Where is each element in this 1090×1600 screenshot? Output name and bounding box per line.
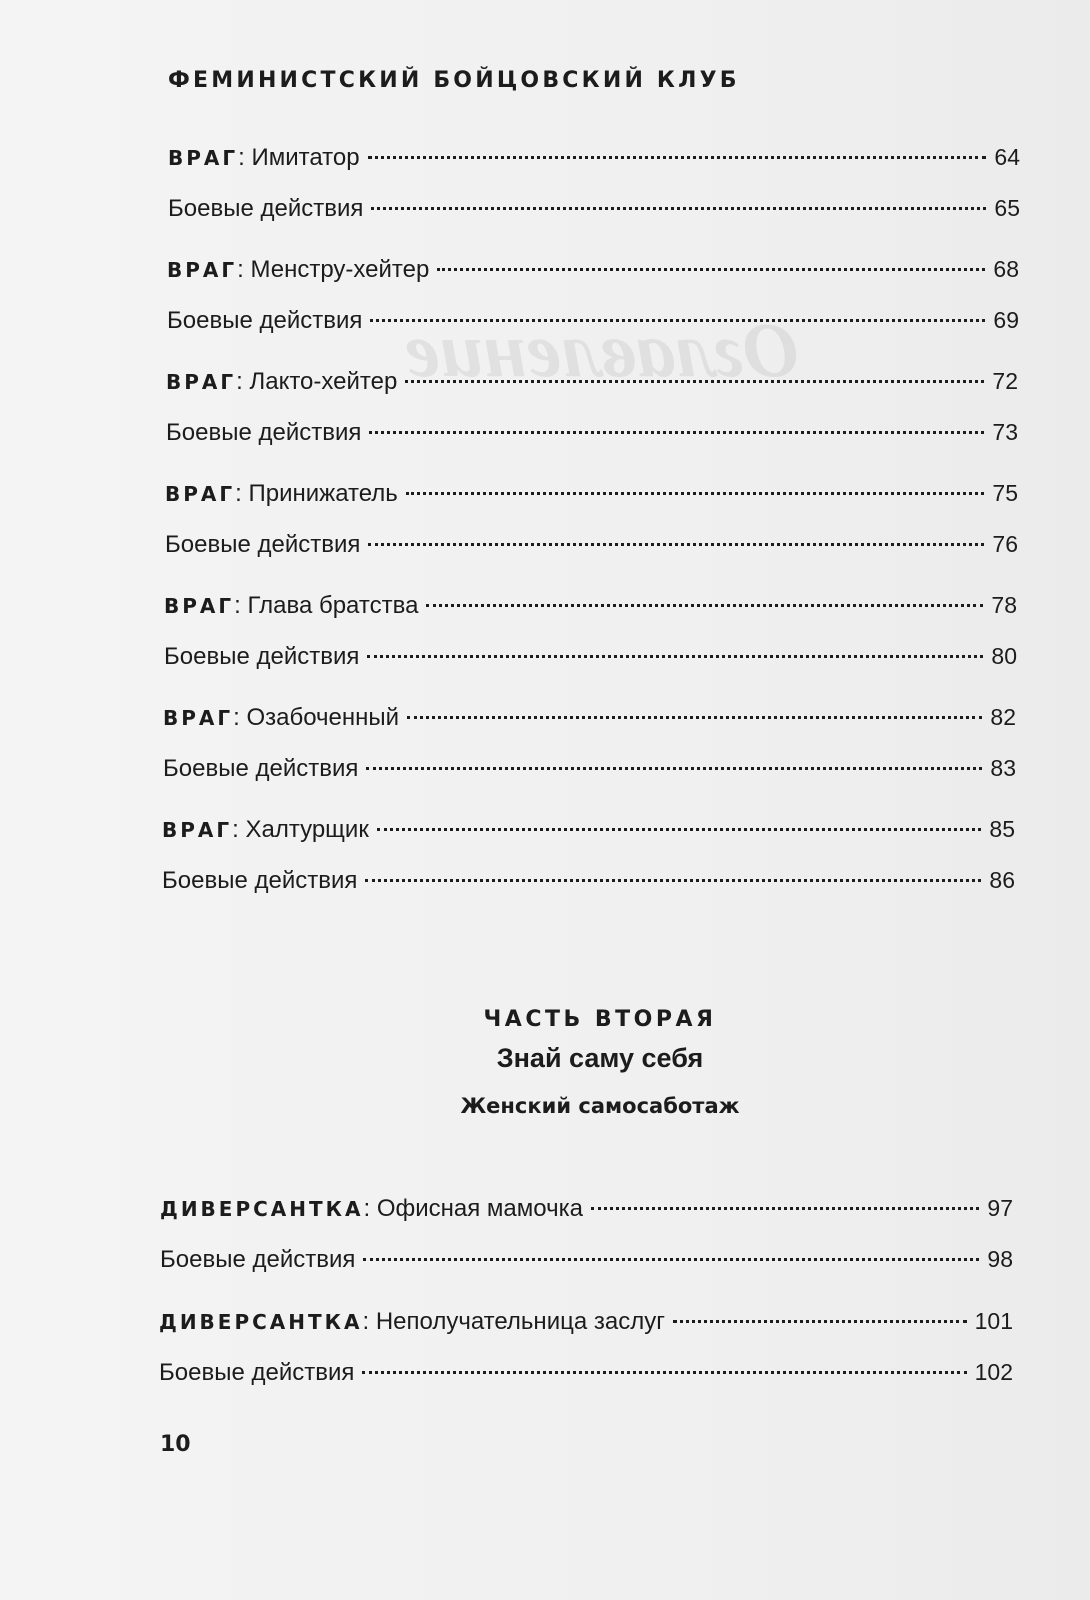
dot-leader bbox=[368, 156, 987, 159]
entry-title: Менстру-хейтер bbox=[250, 256, 430, 283]
toc-entry-label bbox=[167, 255, 429, 285]
page-number: 101 bbox=[974, 1308, 1013, 1334]
entry-title: Офисная мамочка bbox=[376, 1195, 583, 1222]
dot-leader bbox=[405, 380, 984, 383]
entry-tag: ДИВЕРСАНТКА bbox=[159, 1310, 363, 1334]
toc-entry-label bbox=[162, 815, 369, 845]
entry-title: Боевые действия bbox=[165, 531, 361, 558]
toc-entry bbox=[165, 478, 1018, 508]
dot-leader bbox=[371, 207, 986, 210]
page-number: 83 bbox=[990, 755, 1016, 781]
page-number: 98 bbox=[987, 1246, 1013, 1272]
toc-entry-label bbox=[164, 642, 359, 672]
page-number: 102 bbox=[974, 1359, 1013, 1385]
dot-leader bbox=[367, 655, 983, 658]
entry-separator: : bbox=[235, 480, 249, 507]
toc-entry-label bbox=[168, 143, 360, 173]
dot-leader bbox=[366, 767, 982, 770]
toc-entry bbox=[160, 1193, 1013, 1223]
entry-title: Глава братства bbox=[247, 592, 419, 619]
toc-entry bbox=[166, 366, 1018, 396]
page-number: 80 bbox=[991, 643, 1017, 669]
dot-leader bbox=[673, 1320, 967, 1323]
toc-entry bbox=[168, 193, 1020, 223]
page-folio: 10 bbox=[160, 1432, 191, 1457]
toc-entry-label bbox=[167, 306, 362, 336]
entry-title: Боевые действия bbox=[162, 867, 358, 894]
entry-title: Неполучательница заслуг bbox=[375, 1308, 665, 1335]
page-number: 78 bbox=[991, 592, 1017, 618]
toc-entry-label bbox=[165, 530, 360, 560]
page-number: 73 bbox=[992, 419, 1018, 445]
entry-title: Боевые действия bbox=[166, 419, 362, 446]
toc-entry bbox=[163, 702, 1016, 732]
entry-tag: ВРАГ bbox=[166, 370, 237, 394]
toc-entry-label bbox=[160, 1245, 355, 1275]
page-number: 97 bbox=[987, 1195, 1013, 1221]
entry-title: Боевые действия bbox=[168, 195, 364, 222]
toc-entry bbox=[160, 1244, 1013, 1274]
entry-tag: ВРАГ bbox=[162, 818, 233, 842]
entry-separator: : bbox=[237, 256, 251, 283]
entry-tag: ВРАГ bbox=[167, 258, 238, 282]
page-number: 86 bbox=[989, 867, 1015, 893]
toc-entry bbox=[166, 417, 1018, 447]
page-number: 75 bbox=[992, 480, 1018, 506]
toc-entry-label bbox=[163, 754, 358, 784]
entry-separator: : bbox=[233, 704, 247, 731]
page-number: 69 bbox=[993, 307, 1019, 333]
entry-title: Боевые действия bbox=[167, 307, 363, 334]
entry-title: Боевые действия bbox=[160, 1246, 356, 1273]
entry-tag: ВРАГ bbox=[165, 482, 236, 506]
toc-entry bbox=[159, 1357, 1013, 1387]
toc-entry-label bbox=[162, 866, 357, 896]
toc-entry bbox=[164, 641, 1017, 671]
entry-title: Боевые действия bbox=[159, 1359, 355, 1386]
toc-entry bbox=[162, 814, 1015, 844]
toc-entry bbox=[168, 142, 1020, 172]
toc-entry-label bbox=[165, 479, 398, 509]
part-title: Знай саму себя bbox=[496, 1043, 704, 1073]
part-kicker: ЧАСТЬ ВТОРАЯ bbox=[483, 1007, 717, 1032]
bleed-through-decoration: Оглавление bbox=[405, 306, 799, 393]
dot-leader bbox=[426, 604, 983, 607]
page-number: 72 bbox=[992, 368, 1018, 394]
toc-entry bbox=[159, 1306, 1013, 1336]
running-head: ФЕМИНИСТСКИЙ БОЙЦОВСКИЙ КЛУБ bbox=[168, 68, 740, 93]
entry-title: Принижатель bbox=[248, 480, 398, 507]
entry-title: Боевые действия bbox=[163, 755, 359, 782]
dot-leader bbox=[591, 1207, 979, 1210]
toc-entry-label bbox=[159, 1307, 665, 1337]
entry-title: Озабоченный bbox=[246, 704, 400, 731]
toc-entry bbox=[164, 590, 1017, 620]
toc-entry bbox=[167, 305, 1019, 335]
page-number: 64 bbox=[994, 144, 1020, 170]
entry-separator: : bbox=[234, 592, 248, 619]
entry-tag: ВРАГ bbox=[163, 706, 234, 730]
entry-title: Халтурщик bbox=[245, 816, 369, 843]
dot-leader bbox=[363, 1258, 979, 1261]
page-number: 76 bbox=[992, 531, 1018, 557]
dot-leader bbox=[406, 492, 985, 495]
toc-entry-label bbox=[166, 367, 397, 397]
page-number: 68 bbox=[993, 256, 1019, 282]
page-number: 82 bbox=[990, 704, 1016, 730]
toc-entry-label bbox=[160, 1194, 583, 1224]
entry-separator: : bbox=[362, 1308, 376, 1335]
entry-separator: : bbox=[363, 1195, 377, 1222]
entry-separator: : bbox=[236, 368, 250, 395]
entry-separator: : bbox=[238, 144, 252, 171]
toc-entry-label bbox=[164, 591, 418, 621]
entry-tag: ДИВЕРСАНТКА bbox=[160, 1197, 364, 1221]
dot-leader bbox=[368, 543, 984, 546]
dot-leader bbox=[437, 268, 985, 271]
toc-entry bbox=[162, 865, 1015, 895]
toc-entry-label bbox=[166, 418, 361, 448]
dot-leader bbox=[369, 431, 984, 434]
toc-entry bbox=[163, 753, 1016, 783]
entry-title: Лакто-хейтер bbox=[249, 368, 398, 395]
toc-entry-label bbox=[159, 1358, 354, 1388]
dot-leader bbox=[365, 879, 981, 882]
toc-entry bbox=[165, 529, 1018, 559]
dot-leader bbox=[370, 319, 985, 322]
dot-leader bbox=[362, 1371, 966, 1374]
entry-tag: ВРАГ bbox=[164, 594, 235, 618]
toc-entry-label bbox=[168, 194, 363, 224]
entry-title: Боевые действия bbox=[164, 643, 360, 670]
dot-leader bbox=[377, 828, 982, 831]
entry-title: Имитатор bbox=[251, 144, 360, 171]
entry-separator: : bbox=[232, 816, 246, 843]
toc-entry bbox=[167, 254, 1019, 284]
dot-leader bbox=[407, 716, 982, 719]
part-subtitle: Женский самосаботаж bbox=[460, 1094, 740, 1118]
page-number: 85 bbox=[989, 816, 1015, 842]
page-number: 65 bbox=[994, 195, 1020, 221]
entry-tag: ВРАГ bbox=[168, 146, 239, 170]
toc-entry-label bbox=[163, 703, 399, 733]
